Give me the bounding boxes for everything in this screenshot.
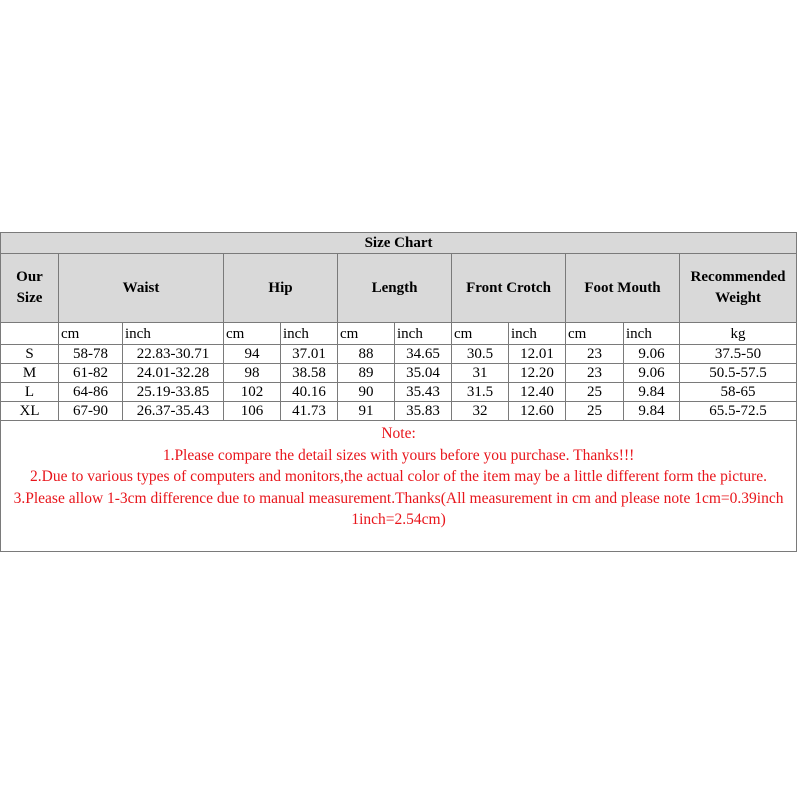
cell-crotch-cm: 31.5 xyxy=(452,383,509,402)
cell-weight: 65.5-72.5 xyxy=(680,402,797,421)
unit-length-inch: inch xyxy=(395,323,452,345)
cell-waist-cm: 67-90 xyxy=(59,402,123,421)
cell-size: S xyxy=(1,345,59,364)
cell-waist-cm: 58-78 xyxy=(59,345,123,364)
cell-foot-inch: 9.06 xyxy=(624,364,680,383)
cell-length-inch: 35.04 xyxy=(395,364,452,383)
cell-length-cm: 88 xyxy=(338,345,395,364)
cell-crotch-cm: 32 xyxy=(452,402,509,421)
cell-hip-inch: 37.01 xyxy=(281,345,338,364)
cell-foot-cm: 23 xyxy=(566,364,624,383)
header-weight-line1: Recommended xyxy=(690,269,786,285)
header-hip: Hip xyxy=(224,254,338,323)
cell-crotch-inch: 12.40 xyxy=(509,383,566,402)
cell-foot-inch: 9.84 xyxy=(624,402,680,421)
header-waist: Waist xyxy=(59,254,224,323)
cell-hip-cm: 106 xyxy=(224,402,281,421)
cell-foot-cm: 25 xyxy=(566,383,624,402)
cell-weight: 50.5-57.5 xyxy=(680,364,797,383)
unit-hip-cm: cm xyxy=(224,323,281,345)
cell-waist-inch: 25.19-33.85 xyxy=(123,383,224,402)
note-line-1: 1.Please compare the detail sizes with yours before you purchase. Thanks!!! xyxy=(162,446,635,464)
table-row xyxy=(1,364,797,383)
table-row xyxy=(1,402,797,421)
unit-weight-kg: kg xyxy=(680,323,797,345)
cell-hip-inch: 38.58 xyxy=(281,364,338,383)
header-our-size xyxy=(1,254,59,323)
unit-foot-inch: inch xyxy=(624,323,680,345)
cell-hip-inch: 41.73 xyxy=(281,402,338,421)
unit-waist-inch: inch xyxy=(123,323,224,345)
header-front-crotch: Front Crotch xyxy=(452,254,566,323)
title-row xyxy=(1,233,797,254)
cell-crotch-cm: 31 xyxy=(452,364,509,383)
cell-length-inch: 35.83 xyxy=(395,402,452,421)
cell-crotch-inch: 12.60 xyxy=(509,402,566,421)
cell-length-cm: 91 xyxy=(338,402,395,421)
header-our-size-line1: Our xyxy=(16,269,43,285)
cell-weight: 37.5-50 xyxy=(680,345,797,364)
cell-crotch-inch: 12.20 xyxy=(509,364,566,383)
unit-hip-inch: inch xyxy=(281,323,338,345)
cell-waist-cm: 61-82 xyxy=(59,364,123,383)
header-weight-line2: Weight xyxy=(715,290,761,306)
cell-foot-cm: 23 xyxy=(566,345,624,364)
cell-crotch-inch: 12.01 xyxy=(509,345,566,364)
cell-hip-cm: 94 xyxy=(224,345,281,364)
unit-foot-cm: cm xyxy=(566,323,624,345)
header-length: Length xyxy=(338,254,452,323)
table-row xyxy=(1,383,797,402)
unit-crotch-cm: cm xyxy=(452,323,509,345)
cell-hip-inch: 40.16 xyxy=(281,383,338,402)
header-foot-mouth: Foot Mouth xyxy=(566,254,680,323)
header-recommended-weight xyxy=(680,254,797,323)
note-line-2: 2.Due to various types of computers and monitors,the actual color of the item may be a little different form the picture. xyxy=(30,468,768,485)
header-row xyxy=(1,254,797,323)
cell-length-inch: 35.43 xyxy=(395,383,452,402)
cell-size: XL xyxy=(1,402,59,421)
notes-section xyxy=(1,421,797,552)
unit-waist-cm: cm xyxy=(59,323,123,345)
unit-crotch-inch: inch xyxy=(509,323,566,345)
cell-crotch-cm: 30.5 xyxy=(452,345,509,364)
note-heading: Note: xyxy=(381,425,416,442)
cell-foot-cm: 25 xyxy=(566,402,624,421)
cell-waist-cm: 64-86 xyxy=(59,383,123,402)
header-our-size-line2: Size xyxy=(16,290,43,306)
cell-weight: 58-65 xyxy=(680,383,797,402)
cell-size: L xyxy=(1,383,59,402)
notes-row xyxy=(1,421,797,552)
unit-blank xyxy=(1,323,59,345)
cell-hip-cm: 102 xyxy=(224,383,281,402)
cell-size: M xyxy=(1,364,59,383)
unit-row xyxy=(1,323,797,345)
chart-title: Size Chart xyxy=(1,233,797,254)
unit-length-cm: cm xyxy=(338,323,395,345)
cell-waist-inch: 26.37-35.43 xyxy=(123,402,224,421)
size-chart-table xyxy=(0,232,797,552)
table-row xyxy=(1,345,797,364)
note-line-3: 3.Please allow 1-3cm difference due to manual measurement.Thanks(All measurement in cm and please note 1cm=0.39inch 1inch=2.54cm) xyxy=(13,489,784,528)
cell-length-cm: 90 xyxy=(338,383,395,402)
cell-foot-inch: 9.06 xyxy=(624,345,680,364)
cell-waist-inch: 22.83-30.71 xyxy=(123,345,224,364)
cell-foot-inch: 9.84 xyxy=(624,383,680,402)
cell-length-inch: 34.65 xyxy=(395,345,452,364)
cell-waist-inch: 24.01-32.28 xyxy=(123,364,224,383)
cell-hip-cm: 98 xyxy=(224,364,281,383)
cell-length-cm: 89 xyxy=(338,364,395,383)
